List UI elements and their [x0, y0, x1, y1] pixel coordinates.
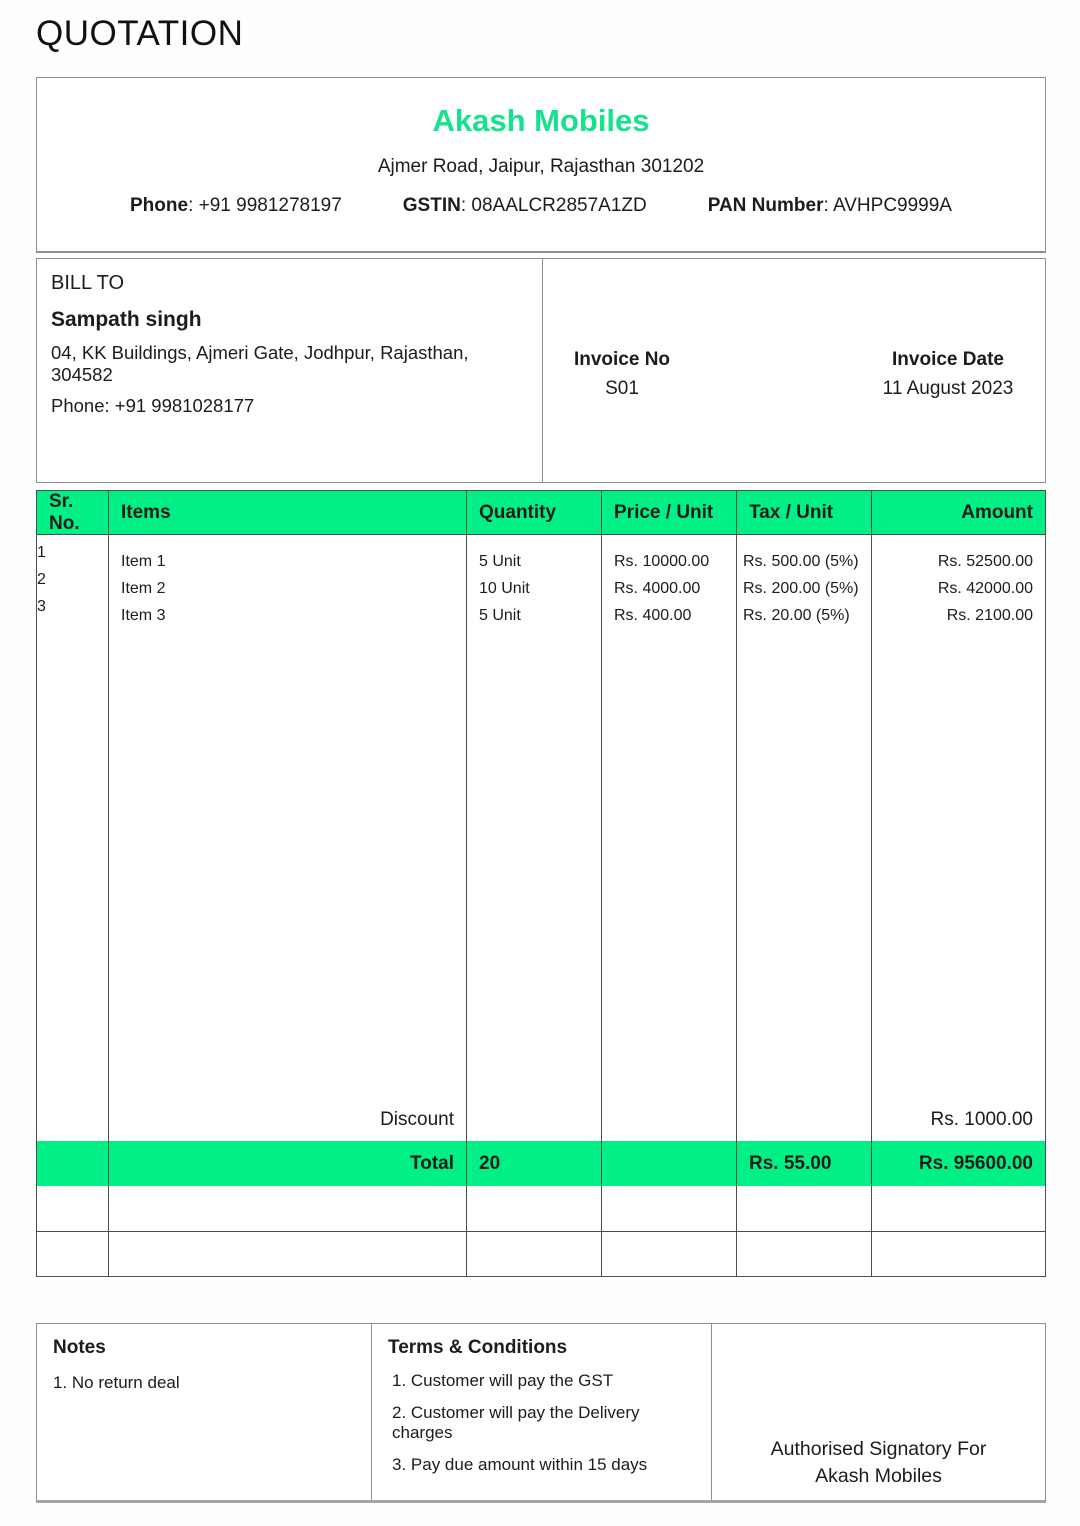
row-sr: 2 [37, 571, 46, 588]
company-header-box [36, 77, 1046, 253]
row-price: Rs. 4000.00 [614, 580, 701, 597]
header-amount: Amount [871, 491, 1045, 535]
discount-label: Discount [380, 1109, 454, 1130]
empty-row [37, 1186, 1045, 1231]
column-quantity [466, 535, 601, 1141]
signatory-section [711, 1324, 1045, 1500]
terms-heading: Terms & Conditions [388, 1337, 568, 1358]
row-price: Rs. 10000.00 [614, 553, 710, 570]
column-price [601, 535, 736, 1141]
column-amount [871, 535, 1045, 1141]
total-quantity: 20 [466, 1141, 601, 1186]
column-sr-no [37, 535, 108, 1141]
total-amount: Rs. 95600.00 [871, 1141, 1045, 1186]
column-tax [736, 535, 871, 1141]
items-table [36, 490, 1046, 1277]
table-body [37, 535, 1045, 1141]
row-price: Rs. 400.00 [614, 607, 692, 624]
company-phone: Phone: +91 9981278197 [130, 195, 342, 216]
terms-section [371, 1324, 711, 1500]
row-amount: Rs. 2100.00 [946, 607, 1033, 624]
header-sr-no: Sr. No. [49, 491, 80, 534]
invoice-meta-section [542, 259, 1045, 482]
billto-box [36, 258, 1046, 483]
row-amount: Rs. 42000.00 [937, 580, 1033, 597]
row-tax: Rs. 20.00 (5%) [743, 607, 850, 624]
customer-address: 04, KK Buildings, Ajmeri Gate, Jodhpur, Rajasthan, 304582 [51, 342, 469, 385]
company-gstin: GSTIN: 08AALCR2857A1ZD [402, 195, 647, 216]
page-title: QUOTATION [36, 14, 244, 53]
invoice-no-value: S01 [605, 378, 639, 399]
billto-section [37, 259, 542, 482]
header-tax-unit: Tax / Unit [736, 491, 871, 535]
row-qty: 5 Unit [479, 553, 521, 570]
company-address: Ajmer Road, Jaipur, Rajasthan 301202 [377, 156, 705, 177]
notes-heading: Notes [53, 1337, 106, 1358]
company-name: Akash Mobiles [432, 103, 650, 138]
row-item: Item 1 [121, 553, 166, 570]
total-tax: Rs. 55.00 [736, 1141, 871, 1186]
row-qty: 5 Unit [479, 607, 521, 624]
invoice-date-label: Invoice Date [892, 349, 1004, 370]
invoice-date-block [864, 349, 1032, 400]
row-tax: Rs. 200.00 (5%) [743, 580, 859, 597]
note-item: 1. No return deal [53, 1373, 180, 1392]
term-item: 3. Pay due amount within 15 days [392, 1455, 648, 1474]
discount-amount: Rs. 1000.00 [930, 1109, 1033, 1130]
row-tax: Rs. 500.00 (5%) [743, 553, 859, 570]
column-items [108, 535, 466, 1141]
invoice-number-block [542, 349, 702, 400]
company-info-row [37, 195, 1045, 217]
billto-heading: BILL TO [51, 272, 125, 294]
customer-phone: Phone: +91 9981028177 [51, 395, 255, 416]
signatory-line1: Authorised Signatory For [770, 1438, 987, 1460]
header-items: Items [108, 491, 466, 535]
row-item: Item 3 [121, 607, 166, 624]
customer-name: Sampath singh [51, 308, 202, 331]
term-item: 1. Customer will pay the GST [392, 1371, 614, 1390]
footer-box [36, 1323, 1046, 1503]
header-quantity: Quantity [466, 491, 601, 535]
empty-row [37, 1231, 1045, 1276]
row-sr: 3 [37, 598, 46, 615]
total-row [37, 1141, 1045, 1186]
row-item: Item 2 [121, 580, 166, 597]
invoice-date-value: 11 August 2023 [882, 378, 1014, 399]
row-qty: 10 Unit [479, 580, 530, 597]
table-header-row [37, 491, 1045, 535]
header-price-unit: Price / Unit [601, 491, 736, 535]
signatory-line2: Akash Mobiles [815, 1465, 942, 1487]
invoice-no-label: Invoice No [573, 349, 671, 370]
row-amount: Rs. 52500.00 [937, 553, 1033, 570]
term-item: 2. Customer will pay the Delivery charges [392, 1403, 640, 1442]
row-sr: 1 [37, 544, 46, 561]
company-pan: PAN Number: AVHPC9999A [707, 195, 952, 216]
total-label: Total [108, 1141, 466, 1186]
notes-section [37, 1324, 371, 1500]
discount-row [37, 1109, 1045, 1131]
